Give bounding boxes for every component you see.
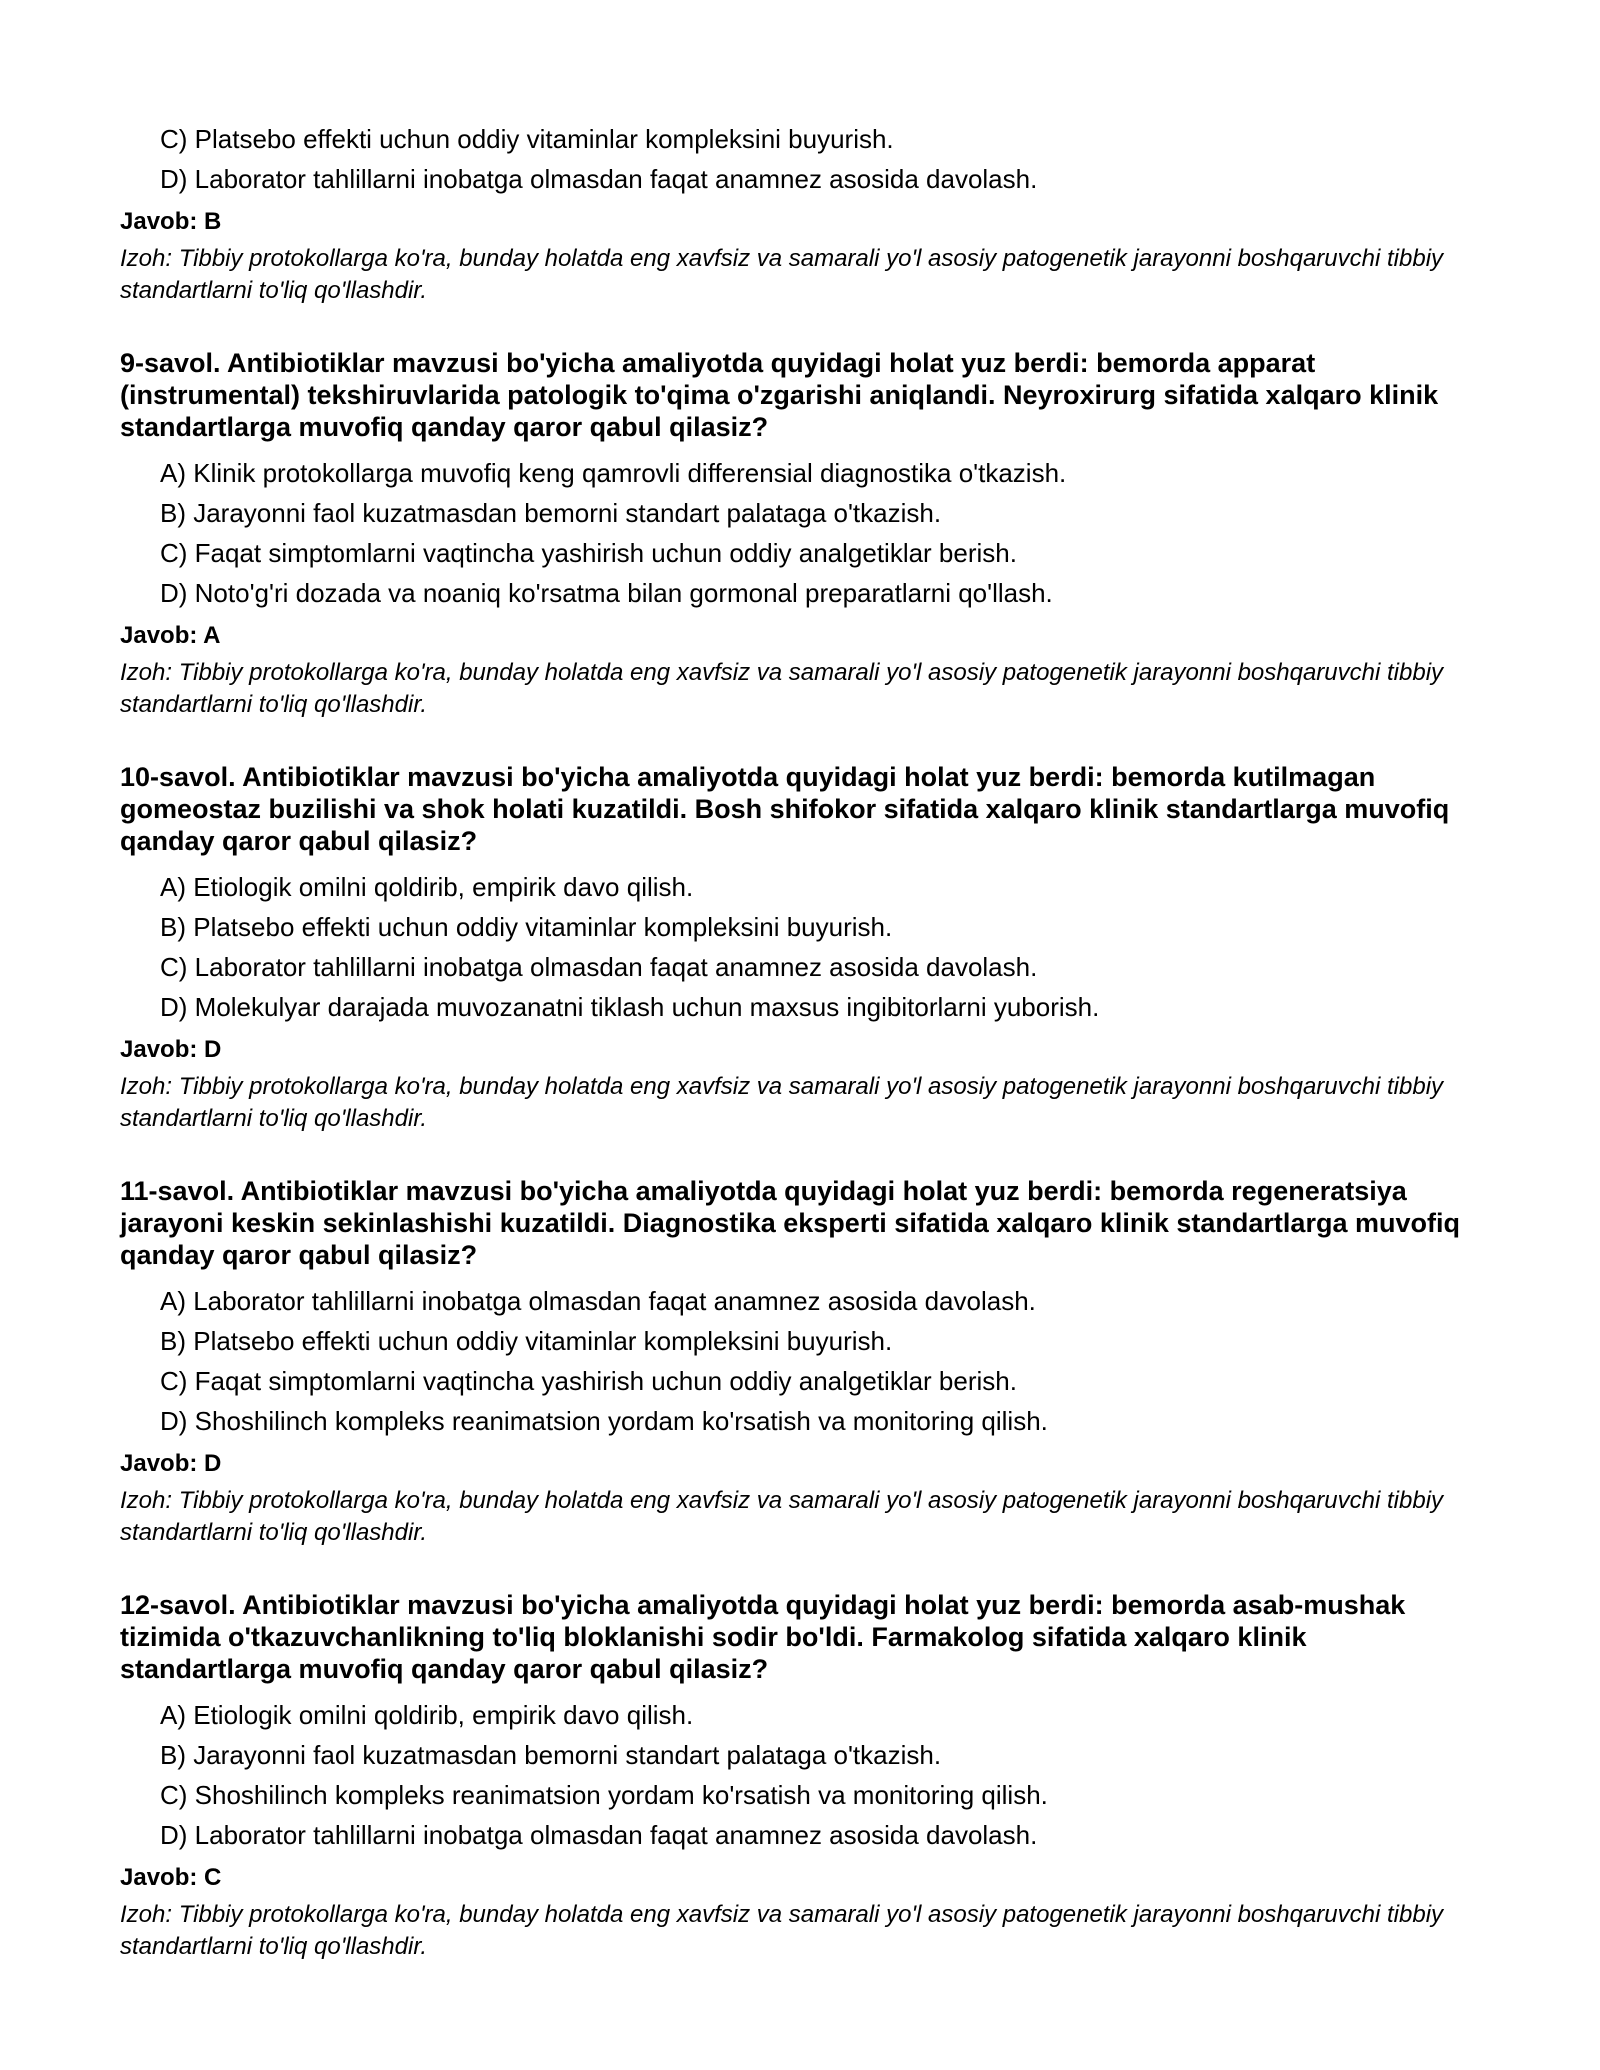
option-a: A) Laborator tahlillarni inobatga olmasdan faqat anamnez asosida davolash. (160, 1286, 1036, 1316)
question-11 (120, 1175, 1480, 1549)
document-page (120, 119, 1480, 1963)
option-c: C) Shoshilinch kompleks reanimatsion yordam ko'rsatish va monitoring qilish. (160, 1780, 1048, 1810)
option-a: A) Etiologik omilni qoldirib, empirik davo qilish. (160, 872, 694, 902)
option-c: C) Faqat simptomlarni vaqtincha yashirish uchun oddiy analgetiklar berish. (160, 1366, 1017, 1396)
explanation-note: Izoh: Tibbiy protokollarga ko'ra, bunday holatda eng xavfsiz va samarali yo'l asosiy patogenetik jarayonni boshqaruvchi tibbiy standartlarni to'liq qo'llashdir. (120, 1901, 1444, 1960)
question-12 (120, 1589, 1480, 1963)
option-a: A) Klinik protokollarga muvofiq keng qamrovli differensial diagnostika o'tkazish. (160, 458, 1067, 488)
option-b: B) Platsebo effekti uchun oddiy vitaminlar kompleksini buyurish. (160, 912, 893, 942)
previous-question-tail (120, 119, 1480, 307)
answer-label: Javob: C (120, 1864, 222, 1891)
option-b: B) Jarayonni faol kuzatmasdan bemorni standart palataga o'tkazish. (160, 498, 942, 528)
option-b: B) Platsebo effekti uchun oddiy vitaminlar kompleksini buyurish. (160, 1326, 893, 1356)
option-c: C) Faqat simptomlarni vaqtincha yashirish uchun oddiy analgetiklar berish. (160, 538, 1017, 568)
question-text: 10-savol. Antibiotiklar mavzusi bo'yicha amaliyotda quyidagi holat yuz berdi: bemorda kutilmagan gomeostaz buzilishi va shok holati kuzatildi. Bosh shifokor sifatida xalqaro klinik standartlarga muvofiq qanday qaror qabul qilasiz? (120, 762, 1450, 856)
explanation-note: Izoh: Tibbiy protokollarga ko'ra, bunday holatda eng xavfsiz va samarali yo'l asosiy patogenetik jarayonni boshqaruvchi tibbiy standartlarni to'liq qo'llashdir. (120, 245, 1444, 304)
option-b: B) Jarayonni faol kuzatmasdan bemorni standart palataga o'tkazish. (160, 1740, 942, 1770)
option-c: C) Platsebo effekti uchun oddiy vitaminlar kompleksini buyurish. (160, 124, 894, 154)
explanation-note: Izoh: Tibbiy protokollarga ko'ra, bunday holatda eng xavfsiz va samarali yo'l asosiy patogenetik jarayonni boshqaruvchi tibbiy standartlarni to'liq qo'llashdir. (120, 1487, 1444, 1546)
explanation-note: Izoh: Tibbiy protokollarga ko'ra, bunday holatda eng xavfsiz va samarali yo'l asosiy patogenetik jarayonni boshqaruvchi tibbiy standartlarni to'liq qo'llashdir. (120, 1073, 1444, 1132)
question-text: 11-savol. Antibiotiklar mavzusi bo'yicha amaliyotda quyidagi holat yuz berdi: bemorda regeneratsiya jarayoni keskin sekinlashishi kuzatildi. Diagnostika eksperti sifatida xalqaro klinik standartlarga muvofiq qanday qaror qabul qilasiz? (120, 1176, 1460, 1270)
option-d: D) Molekulyar darajada muvozanatni tiklash uchun maxsus ingibitorlarni yuborish. (160, 992, 1100, 1022)
question-10 (120, 761, 1480, 1135)
question-text: 9-savol. Antibiotiklar mavzusi bo'yicha amaliyotda quyidagi holat yuz berdi: bemorda apparat (instrumental) tekshiruvlarida patologik to'qima o'zgarishi aniqlandi. Neyroxirurg sifatida xalqaro klinik standartlarga muvofiq qanday qaror qabul qilasiz? (120, 348, 1439, 442)
option-d: D) Laborator tahlillarni inobatga olmasdan faqat anamnez asosida davolash. (160, 164, 1038, 194)
answer-label: Javob: B (120, 208, 222, 235)
answer-label: Javob: D (120, 1450, 222, 1477)
explanation-note: Izoh: Tibbiy protokollarga ko'ra, bunday holatda eng xavfsiz va samarali yo'l asosiy patogenetik jarayonni boshqaruvchi tibbiy standartlarni to'liq qo'llashdir. (120, 659, 1444, 718)
option-d: D) Noto'g'ri dozada va noaniq ko'rsatma bilan gormonal preparatlarni qo'llash. (160, 578, 1053, 608)
option-d: D) Shoshilinch kompleks reanimatsion yordam ko'rsatish va monitoring qilish. (160, 1406, 1048, 1436)
answer-label: Javob: A (120, 622, 221, 649)
question-text: 12-savol. Antibiotiklar mavzusi bo'yicha amaliyotda quyidagi holat yuz berdi: bemorda asab-mushak tizimida o'tkazuvchanlikning to'liq bloklanishi sodir bo'ldi. Farmakolog sifatida xalqaro klinik standartlarga muvofiq qanday qaror qabul qilasiz? (120, 1590, 1406, 1684)
option-c: C) Laborator tahlillarni inobatga olmasdan faqat anamnez asosida davolash. (160, 952, 1038, 982)
question-9 (120, 347, 1480, 721)
answer-label: Javob: D (120, 1036, 222, 1063)
option-d: D) Laborator tahlillarni inobatga olmasdan faqat anamnez asosida davolash. (160, 1820, 1038, 1850)
option-a: A) Etiologik omilni qoldirib, empirik davo qilish. (160, 1700, 694, 1730)
